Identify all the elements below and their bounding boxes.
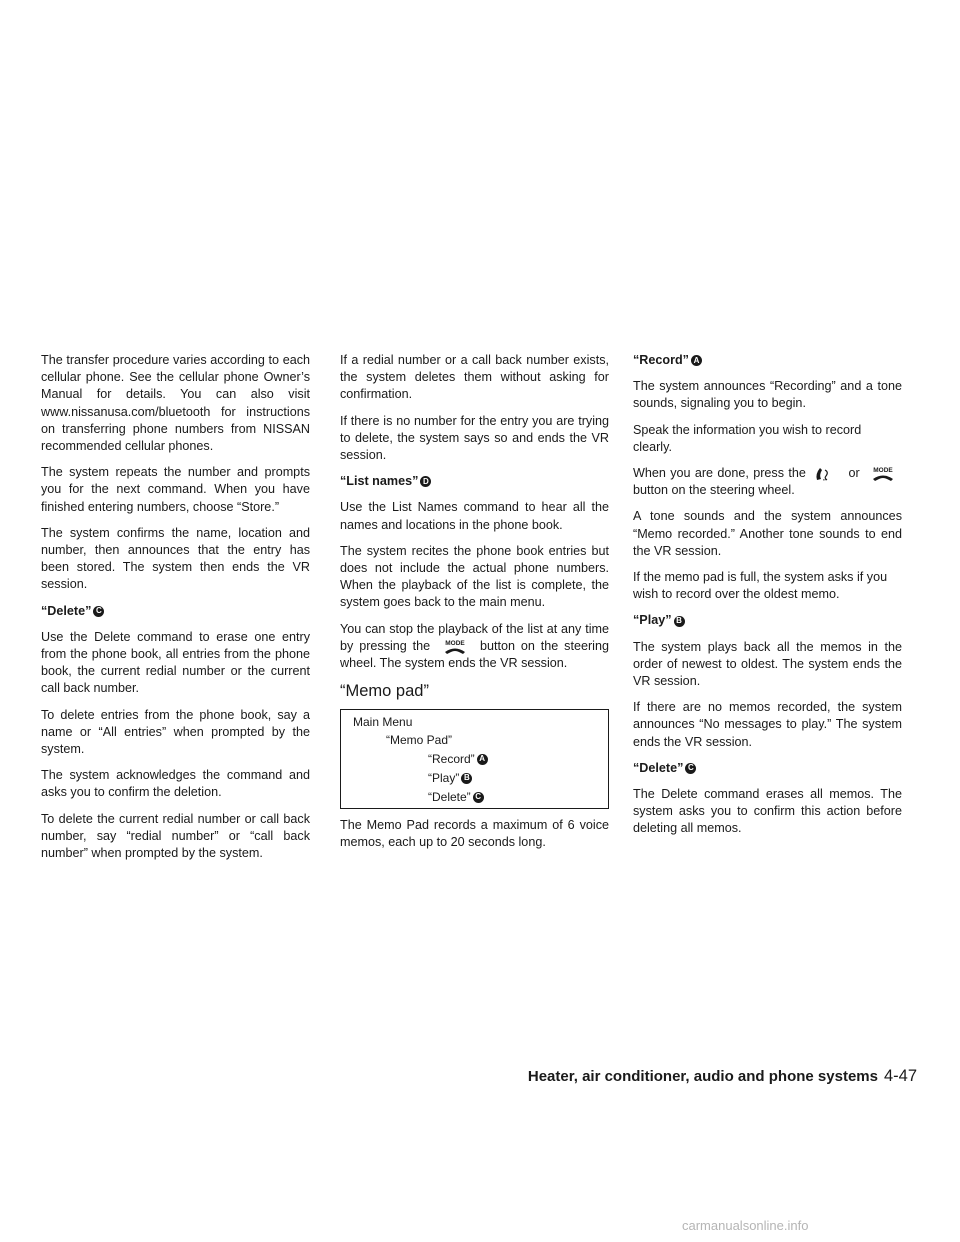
menu-item-play: [428, 770, 472, 786]
record-heading-text: “Record”: [633, 353, 689, 367]
paragraph: To delete entries from the phone book, say a name or “All entries” when prompted by the system.: [41, 707, 310, 757]
callout-c-icon: C: [685, 763, 696, 774]
text-fragment: or: [848, 466, 860, 481]
text-fragment: button on the steering wheel. The system ends the VR session.: [340, 638, 609, 671]
page-number: 4-47: [883, 1067, 917, 1085]
mode-icon-label: MODE: [873, 466, 893, 474]
paragraph: The system confirms the name, location and number, then announces that the entry has been stored. The system then ends the VR session.: [41, 525, 310, 592]
paragraph-with-icon: [340, 621, 609, 673]
paragraph: Use the List Names command to hear all the names and locations in the phone book.: [340, 500, 609, 532]
play-heading: [633, 612, 902, 629]
menu-item-record: [428, 751, 488, 767]
delete-heading-text: “Delete”: [633, 760, 684, 775]
delete-heading-text: “Delete”: [41, 603, 92, 618]
callout-c-icon: C: [473, 792, 484, 803]
paragraph: The Memo Pad records a maximum of 6 voice memos, each up to 20 seconds long.: [340, 818, 609, 850]
column-1: [41, 352, 310, 871]
paragraph: The system plays back all the memos in the order of newest to oldest. The system ends the VR session.: [633, 639, 902, 689]
menu-item-label: “Delete”: [428, 790, 471, 805]
delete-heading: [633, 760, 902, 777]
callout-a-icon: A: [477, 754, 488, 765]
callout-b-icon: B: [674, 616, 685, 627]
text-fragment: When you are done, press the: [633, 466, 806, 481]
callout-d-icon: D: [420, 476, 431, 487]
talk-voice-icon: [812, 466, 842, 482]
paragraph: A tone sounds and the system announces “Memo recorded.” Another tone sounds to end the VR session.: [633, 509, 902, 558]
callout-c-icon: C: [93, 606, 104, 617]
menu-item-main: [353, 714, 412, 730]
paragraph: The system recites the phone book entries but does not include the actual phone numbers. When the playback of the list is complete, the system goes back to the main menu.: [340, 543, 609, 610]
play-heading-text: “Play”: [633, 613, 672, 628]
paragraph: The system repeats the number and prompts you for the next command. When you have finished entering numbers, choose “Store.”: [41, 465, 310, 514]
mode-hang-up-icon: [866, 466, 900, 482]
menu-item-label: “Play”: [428, 771, 460, 786]
paragraph: If there are no memos recorded, the system announces “No messages to play.” The system ends the VR session.: [633, 700, 902, 749]
watermark: carmanualsonline.info: [682, 1218, 809, 1233]
paragraph: Use the Delete command to erase one entry from the phone book, all entries from the phone book, the current redial number or the current call back number.: [41, 629, 310, 696]
record-heading: [633, 352, 902, 369]
paragraph: To delete the current redial number or call back number, say “redial number” or “call back number” when prompted by the system.: [41, 811, 310, 861]
column-2: [340, 352, 609, 861]
list-names-heading: [340, 473, 609, 490]
footer-section-title: Heater, air conditioner, audio and phone systems: [527, 1068, 878, 1085]
paragraph: If a redial number or a call back number exists, the system deletes them without asking for confirmation.: [340, 353, 609, 402]
menu-item-memo-pad: [386, 732, 452, 748]
menu-item-delete: [428, 789, 484, 805]
page-footer: [493, 1067, 917, 1086]
list-names-heading-text: “List names”: [340, 474, 419, 489]
paragraph: The system announces “Recording” and a tone sounds, signaling you to begin.: [633, 379, 902, 411]
memo-menu-tree: [340, 709, 609, 809]
svg-text:▪▪: ▪▪: [823, 476, 827, 482]
callout-a-icon: A: [691, 355, 702, 366]
section-title: “Memo pad”: [340, 682, 429, 701]
paragraph: If the memo pad is full, the system asks if you wish to record over the oldest memo.: [633, 570, 888, 602]
mode-icon-label: MODE: [445, 639, 465, 647]
callout-b-icon: B: [461, 773, 472, 784]
delete-heading: [41, 603, 310, 620]
text-fragment: button on the steering wheel.: [633, 483, 795, 498]
paragraph: Speak the information you wish to record clearly.: [633, 422, 862, 454]
menu-item-label: Main Menu: [353, 715, 413, 730]
paragraph: The system acknowledges the command and asks you to confirm the deletion.: [41, 768, 310, 800]
column-3: [633, 352, 902, 847]
text-fragment: You can stop the playback of the list at any time by pressing the: [340, 621, 609, 653]
paragraph: The transfer procedure varies according to each cellular phone. See the cellular phone Owner’s Manual for details. You can also visit www.nissanusa.com/bluetooth for instructions on transferring phone numbers from NISSAN recommended cellular phones.: [41, 353, 310, 454]
menu-item-label: “Memo Pad”: [386, 733, 453, 748]
menu-item-label: “Record”: [428, 752, 475, 767]
paragraph: The Delete command erases all memos. The system asks you to confirm this action before deleting all memos.: [633, 787, 902, 836]
mode-hang-up-icon: [438, 639, 472, 655]
paragraph-with-icons: [633, 465, 902, 499]
paragraph: If there is no number for the entry you are trying to delete, the system says so and ends the VR session.: [340, 413, 609, 463]
